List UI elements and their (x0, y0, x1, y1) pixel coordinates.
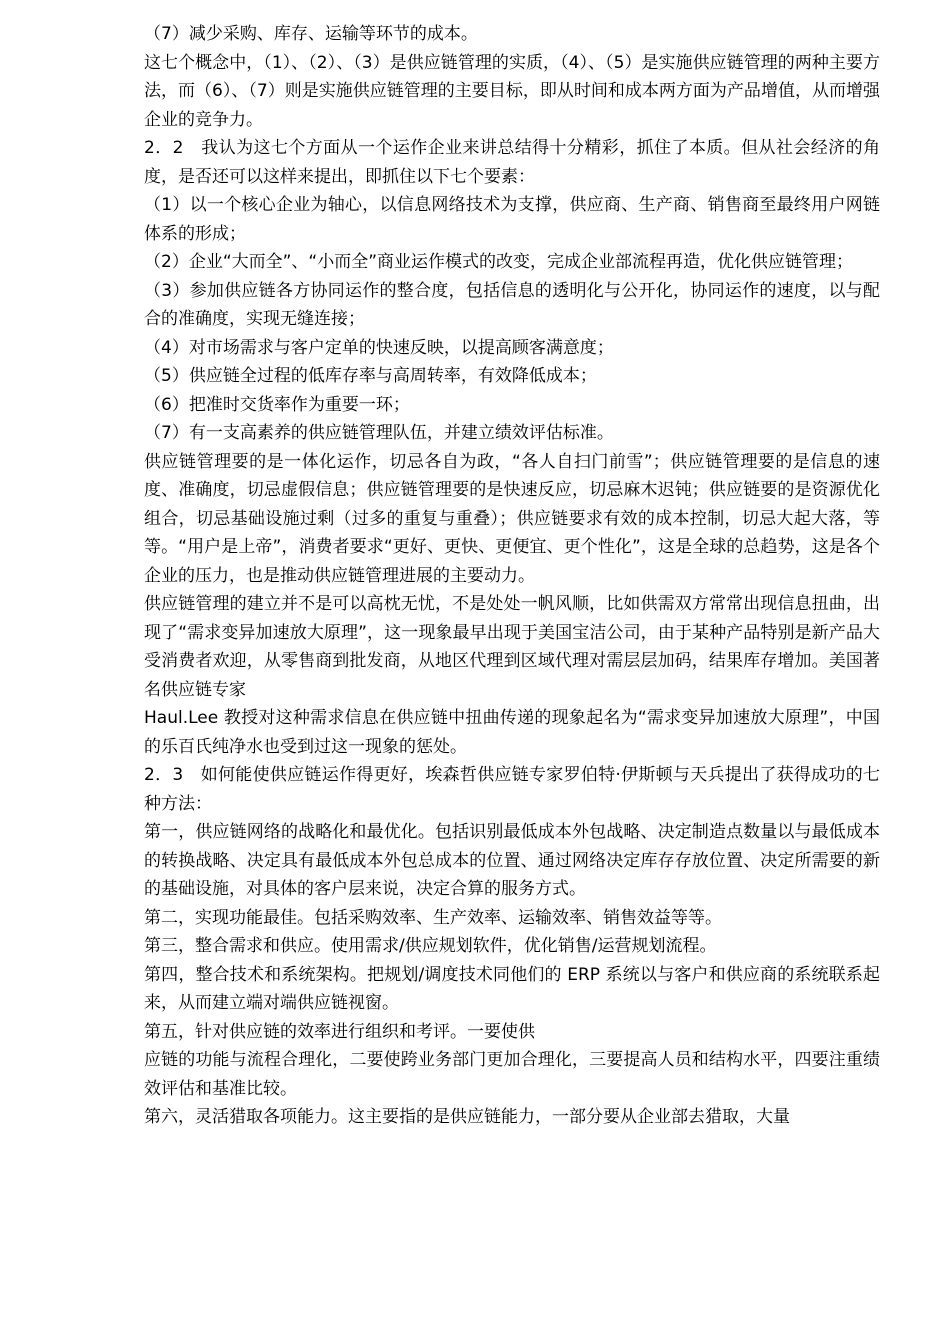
paragraph-haul-lee: Haul.Lee 教授对这种需求信息在供应链中扭曲传递的现象起名为“需求变异加速放大原理”，中国的乐百氏纯净水也受到过这一现象的惩处。 (144, 708, 880, 757)
paragraph-method-4: 第四，整合技术和系统架构。把规划/调度技术同他们的 ERP 系统以与客户和供应商的系统联系起来，从而建立端对端供应链视窗。 (144, 964, 880, 1013)
paragraph-element-2: （2）企业“大而全”、“小而全”商业运作模式的改变，完成企业部流程再造，优化供应链管理； (144, 252, 854, 272)
paragraph-method-2: 第二，实现功能最佳。包括采购效率、生产效率、运输效率、销售效益等等。 (144, 907, 722, 928)
paragraph-seven-concepts-summary: 这七个概念中，（1）、（2）、（3）是供应链管理的实质，（4）、（5）是实施供应链管理的两种主要方法，而（6）、（7）则是实施供应链管理的主要目标，即从时间和成本两方面为产品增值，从而增强企业的竞争力。 (144, 52, 880, 130)
paragraph-bullwhip-effect: 供应链管理的建立并不是可以高枕无忧，不是处处一帆风顺，比如供需双方常常出现信息扭曲，出现了“需求变异加速放大原理”，这一现象最早出现于美国宝洁公司，由于某种产品特别是新产品大受消费者欢迎，从零售商到批发商，从地区代理到区域代理对需层层加码，结果库存增加。美国著名供应链专家 (144, 594, 880, 700)
paragraph-element-7: （7）有一支高素养的供应链管理队伍，并建立绩效评估标准。 (144, 423, 614, 443)
paragraph-element-6: （6）把准时交货率作为重要一环； (144, 394, 410, 415)
paragraph-section-2-2: 2．2 我认为这七个方面从一个运作企业来讲总结得十分精彩，抓住了本质。但从社会经济的角度，是否还可以这样来提出，即抓住以下七个要素： (144, 138, 880, 187)
paragraph-section-2-3: 2．3 如何能使供应链运作得更好，埃森哲供应链专家罗伯特·伊斯顿与天兵提出了获得成功的七种方法： (144, 765, 880, 814)
paragraph-element-1: （1）以一个核心企业为轴心，以信息网络技术为支撑，供应商、生产商、销售商至最终用户网链体系的形成； (144, 195, 880, 244)
paragraph-integration-requirements: 供应链管理要的是一体化运作，切忌各自为政，“各人自扫门前雪”；供应链管理要的是信息的速度、准确度，切忌虚假信息；供应链管理要的是快速反应，切忌麻木迟钝；供应链要的是资源优化组合，切忌基础设施过剩（过多的重复与重叠）；供应链要求有效的成本控制，切忌大起大落，等等。“用户是上帝”，消费者要求“更好、更快、更便宜、更个性化”，这是全球的总趋势，这是各个企业的压力，也是推动供应链管理进展的主要动力。 (144, 451, 880, 586)
paragraph-method-5-start: 第五，针对供应链的效率进行组织和考评。一要使供 (144, 1021, 535, 1042)
paragraph-method-1: 第一，供应链网络的战略化和最优化。包括识别最低成本外包战略、决定制造点数量以与最低成本的转换战略、决定具有最低成本外包总成本的位置、通过网络决定库存存放位置、决定所需要的新的基础设施，对具体的客户层来说，决定合算的服务方式。 (144, 822, 880, 899)
paragraph-method-5-continued: 应链的功能与流程合理化，二要使跨业务部门更加合理化，三要提高人员和结构水平，四要注重绩效评估和基准比较。 (144, 1050, 880, 1099)
paragraph-item-7-cost: （7）减少采购、库存、运输等环节的成本。 (144, 24, 478, 44)
paragraph-element-5: （5）供应链全过程的低库存率与高周转率，有效降低成本； (144, 366, 597, 386)
paragraph-method-6: 第六，灵活猎取各项能力。这主要指的是供应链能力，一部分要从企业部去猎取，大量 (144, 1107, 790, 1127)
paragraph-element-4: （4）对市场需求与客户定单的快速反映，以提高顾客满意度； (144, 337, 614, 358)
paragraph-element-3: （3）参加供应链各方协同运作的整合度，包括信息的透明化与公开化，协同运作的速度，以与配合的准确度，实现无缝连接； (144, 280, 880, 329)
document-page (144, 20, 880, 1132)
paragraph-method-3: 第三，整合需求和供应。使用需求/供应规划软件，优化销售/运营规划流程。 (144, 936, 717, 956)
